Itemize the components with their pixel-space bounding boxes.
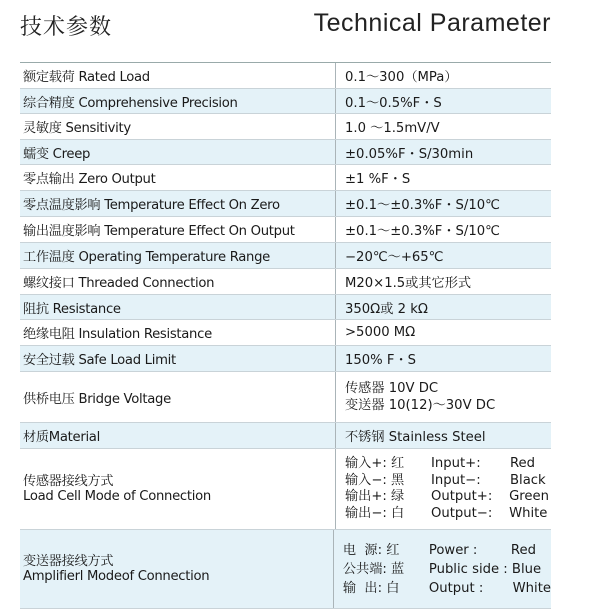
table-row-bridge-voltage — [20, 372, 551, 423]
param-value: ±0.05%F・S/30min — [345, 146, 474, 162]
wire-en: Output : White — [428, 580, 551, 596]
param-label: 工作温度 Operating Temperature Range — [20, 243, 336, 268]
param-value: 150% F・S — [345, 353, 417, 368]
table-row-amplifier-connection — [20, 530, 551, 609]
param-label: 绝缘电阻 Insulation Resistance — [20, 320, 336, 345]
table-row-material — [20, 423, 551, 449]
wire-en: Power : Red — [428, 542, 536, 558]
param-label: 灵敏度 Sensitivity — [20, 114, 336, 139]
bridge-voltage-line: 传感器 10V DC — [345, 381, 439, 396]
param-value: −20℃～+65℃ — [345, 250, 444, 265]
wire-en: Input−: Black — [431, 472, 546, 488]
wire-cn: 输入+: 红 — [345, 456, 405, 471]
param-label: 输出温度影响 Temperature Effect On Output — [20, 217, 336, 242]
parameter-table — [20, 62, 551, 609]
table-row-loadcell-connection — [20, 449, 551, 530]
wire-cn: 电 源: 红 — [342, 542, 400, 558]
bridge-voltage-line: 变送器 10(12)～30V DC — [345, 398, 496, 413]
param-label: 材质Material — [20, 423, 336, 448]
param-label: 安全过载 Safe Load Limit — [20, 346, 336, 371]
table-row — [20, 89, 551, 114]
table-row — [20, 269, 551, 295]
wire-cn: 输出+: 绿 — [345, 489, 405, 504]
param-label-en: Load Cell Mode of Connection — [23, 489, 211, 504]
param-value: ±0.1～±0.3%F・S/10℃ — [345, 198, 500, 213]
table-row — [20, 165, 551, 191]
param-label: 零点输出 Zero Output — [20, 165, 336, 190]
param-label: 阻抗 Resistance — [20, 295, 336, 319]
param-value: 1.0 ～1.5mV/V — [345, 121, 440, 136]
wiring-list — [343, 541, 551, 598]
wire-cn: 输入−: 黑 — [345, 472, 405, 488]
param-value: ±1 %F・S — [345, 172, 411, 187]
param-value: 不锈钢 Stainless Steel — [345, 430, 486, 445]
param-label: 供桥电压 Bridge Voltage — [20, 372, 336, 422]
table-row — [20, 114, 551, 140]
param-value: M20×1.5或其它形式 — [345, 276, 472, 291]
wire-en: Public side : Blue — [428, 561, 542, 577]
wire-cn: 输 出: 白 — [342, 580, 400, 596]
table-row — [20, 217, 551, 243]
param-label: 额定载荷 Rated Load — [20, 63, 336, 88]
param-label: 零点温度影响 Temperature Effect On Zero — [20, 191, 336, 216]
param-value: ±0.1～±0.3%F・S/10℃ — [345, 224, 500, 239]
param-label: 蠕变 Creep — [20, 140, 336, 164]
wire-en: Output+: Green — [431, 489, 550, 504]
param-label-en: Amplifierl Modeof Connection — [23, 569, 210, 584]
title-chinese: 技术参数 — [20, 15, 113, 40]
table-row — [20, 63, 551, 89]
title-english: Technical Parameter — [313, 9, 551, 37]
param-value: >5000 MΩ — [345, 325, 416, 340]
wire-en: Output−: White — [431, 505, 548, 521]
param-label-cn: 传感器接线方式 — [23, 474, 114, 489]
wire-cn: 公共端: 蓝 — [342, 561, 405, 577]
param-label: 螺纹接口 Threaded Connection — [20, 269, 336, 294]
param-label-cn: 变送器接线方式 — [23, 554, 114, 569]
param-value: 0.1～0.5%F・S — [345, 95, 442, 111]
wire-cn: 输出−: 白 — [345, 505, 405, 521]
table-row — [20, 346, 551, 372]
table-row — [20, 320, 551, 346]
table-row — [20, 191, 551, 217]
page-header — [0, 0, 589, 60]
table-row — [20, 140, 551, 165]
param-value: 350Ω或 2 kΩ — [345, 301, 428, 317]
table-row — [20, 243, 551, 269]
param-label: 综合精度 Comprehensive Precision — [20, 89, 336, 113]
wiring-list — [345, 456, 549, 522]
wire-en: Input+: Red — [431, 456, 536, 471]
table-row — [20, 295, 551, 320]
param-value: 0.1～300（MPa） — [345, 70, 458, 85]
